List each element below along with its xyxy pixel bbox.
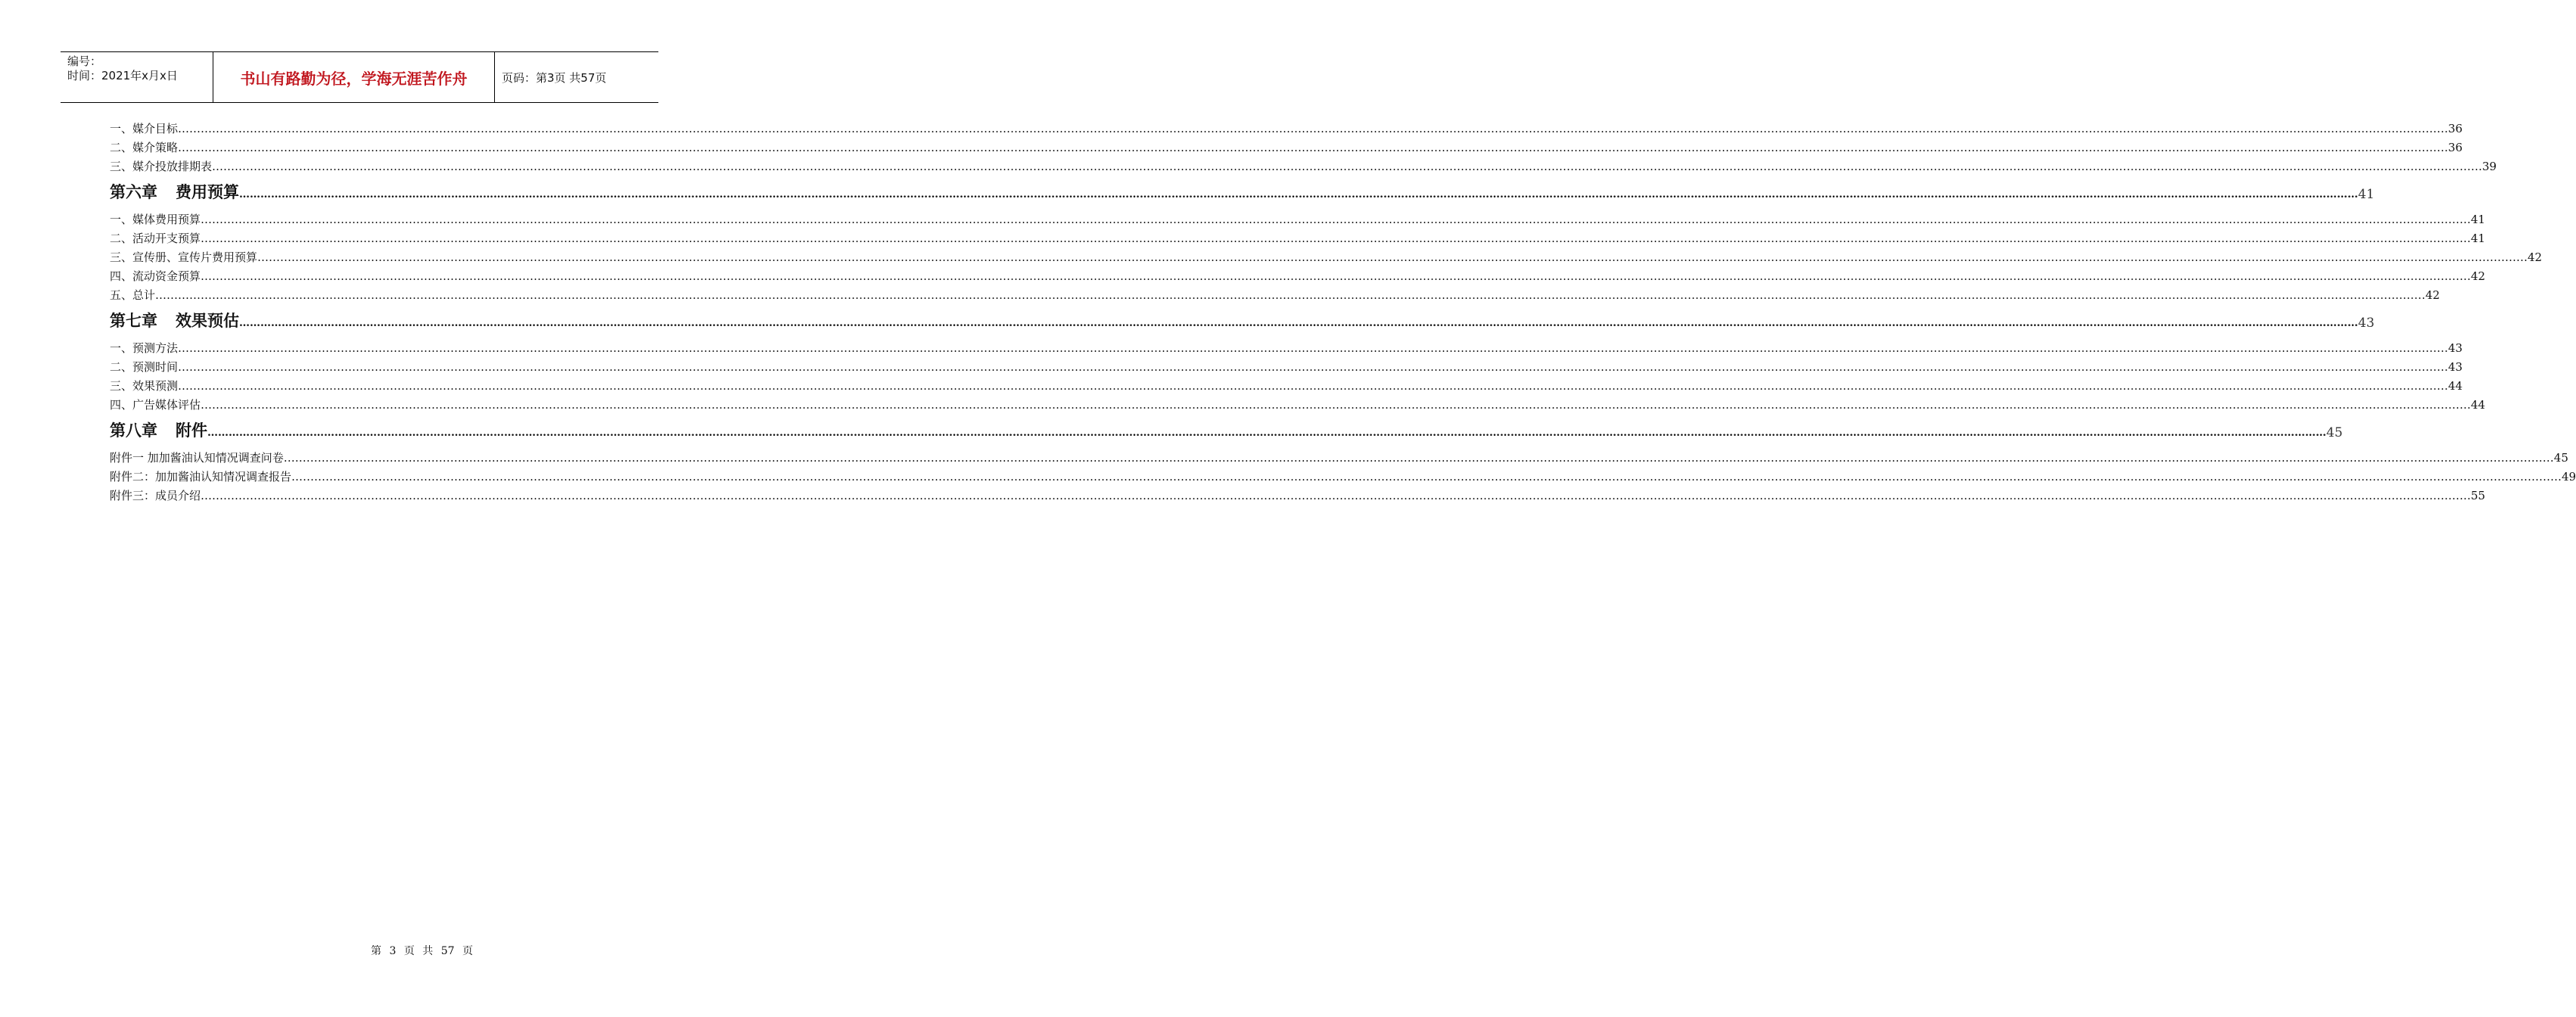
- toc-section-label: 一、预测方法: [110, 341, 179, 355]
- footer-suffix: 页: [462, 945, 473, 957]
- toc-dot-leader: ……………………………………………………………………………………………………………………………………………………………………………………………………………………………………………………………………………………………………………………………………………………………………………………………………………………………………………………………………………………………………………………………………………………: [239, 317, 2358, 329]
- toc-section-entry[interactable]: [110, 396, 2486, 415]
- toc-section-label: 一、媒介目标: [110, 122, 179, 135]
- header-motto: 书山有路勤为径，学海无涯苦作舟: [213, 52, 495, 102]
- toc-dot-leader: ……………………………………………………………………………………………………………………………………………………………………………………………………………………………………………………………………………………………………………………………………………………………………………………………………………………………………………………………………………………………………………………………………………………: [201, 213, 2472, 226]
- toc-dot-leader: ……………………………………………………………………………………………………………………………………………………………………………………………………………………………………………………………………………………………………………………………………………………………………………………………………………………………………………………………………………………………………………………………………………………: [178, 341, 2449, 355]
- toc-section-entry[interactable]: [110, 339, 2463, 358]
- toc-page-number: 45: [2326, 425, 2343, 440]
- toc-section-label: 四、流动资金预算: [110, 269, 201, 283]
- toc-chapter-entry[interactable]: [110, 177, 2375, 207]
- footer-total-pages: 57: [440, 945, 455, 957]
- toc-page-number: 41: [2471, 213, 2486, 226]
- toc-dot-leader: ……………………………………………………………………………………………………………………………………………………………………………………………………………………………………………………………………………………………………………………………………………………………………………………………………………………………………………………………………………………………………………………………………………………: [178, 379, 2449, 393]
- toc-page-number: 42: [2471, 269, 2486, 283]
- footer-mid1: 页: [403, 945, 415, 957]
- toc-section-label: 三、宣传册、宣传片费用预算: [110, 250, 258, 264]
- toc-page-number: 41: [2471, 232, 2486, 245]
- toc-section-label: 附件二：加加酱油认知情况调查报告: [110, 470, 292, 484]
- toc-section-entry[interactable]: [110, 286, 2441, 305]
- toc-dot-leader: ……………………………………………………………………………………………………………………………………………………………………………………………………………………………………………………………………………………………………………………………………………………………………………………………………………………………………………………………………………………………………………………………………………………: [239, 188, 2358, 201]
- toc-page-number: 42: [2425, 288, 2441, 302]
- toc-page-number: 42: [2528, 250, 2543, 264]
- toc-page-number: 43: [2448, 341, 2463, 355]
- toc-dot-leader: ……………………………………………………………………………………………………………………………………………………………………………………………………………………………………………………………………………………………………………………………………………………………………………………………………………………………………………………………………………………………………………………………………………………: [178, 122, 2449, 135]
- toc-section-label: 二、预测时间: [110, 360, 179, 374]
- header-page-info: 页码：第3页 共57页: [502, 70, 607, 85]
- toc-dot-leader: ……………………………………………………………………………………………………………………………………………………………………………………………………………………………………………………………………………………………………………………………………………………………………………………………………………………………………………………………………………………………………………………………………………………: [291, 470, 2562, 484]
- toc-section-label: 四、广告媒体评估: [110, 398, 201, 412]
- toc-section-entry[interactable]: [110, 120, 2463, 138]
- toc-dot-leader: ……………………………………………………………………………………………………………………………………………………………………………………………………………………………………………………………………………………………………………………………………………………………………………………………………………………………………………………………………………………………………………………………………………………: [201, 232, 2472, 245]
- toc-dot-leader: ……………………………………………………………………………………………………………………………………………………………………………………………………………………………………………………………………………………………………………………………………………………………………………………………………………………………………………………………………………………………………………………………………………………: [257, 250, 2528, 264]
- toc-chapter-label: [110, 415, 207, 446]
- toc-chapter-label: [110, 177, 239, 207]
- toc-section-entry[interactable]: [110, 138, 2463, 157]
- toc-dot-leader: ……………………………………………………………………………………………………………………………………………………………………………………………………………………………………………………………………………………………………………………………………………………………………………………………………………………………………………………………………………………………………………………………………………………: [178, 141, 2449, 154]
- header-number-label: 编号：: [67, 54, 102, 68]
- toc-chapter-entry[interactable]: [110, 306, 2375, 336]
- toc-chapter-number: 第七章: [110, 311, 157, 330]
- toc-chapter-title: 附件: [176, 421, 207, 440]
- toc-page-number: 43: [2448, 360, 2463, 374]
- footer-prefix: 第: [370, 945, 381, 957]
- toc-section-label: 一、媒体费用预算: [110, 213, 201, 226]
- toc-section-entry[interactable]: [110, 210, 2486, 229]
- toc-dot-leader: ……………………………………………………………………………………………………………………………………………………………………………………………………………………………………………………………………………………………………………………………………………………………………………………………………………………………………………………………………………………………………………………………………………………: [283, 451, 2554, 465]
- toc-chapter-entry[interactable]: [110, 415, 2343, 446]
- footer-current-page: 3: [389, 945, 397, 957]
- toc-section-entry[interactable]: [110, 487, 2486, 505]
- toc-dot-leader: ……………………………………………………………………………………………………………………………………………………………………………………………………………………………………………………………………………………………………………………………………………………………………………………………………………………………………………………………………………………………………………………………………………………: [201, 489, 2472, 502]
- toc-dot-leader: ……………………………………………………………………………………………………………………………………………………………………………………………………………………………………………………………………………………………………………………………………………………………………………………………………………………………………………………………………………………………………………………………………………………: [201, 269, 2472, 283]
- footer-mid2: 共: [422, 945, 434, 957]
- toc-chapter-number: 第八章: [110, 421, 157, 440]
- page-footer: [0, 943, 719, 958]
- toc-chapter-title: 效果预估: [176, 311, 239, 330]
- toc-page-number: 44: [2471, 398, 2486, 412]
- toc-section-label: 附件三：成员介绍: [110, 489, 201, 502]
- toc-dot-leader: ……………………………………………………………………………………………………………………………………………………………………………………………………………………………………………………………………………………………………………………………………………………………………………………………………………………………………………………………………………………………………………………………………………………: [212, 160, 2483, 173]
- toc-section-label: 二、媒介策略: [110, 141, 179, 154]
- toc-section-entry[interactable]: [110, 377, 2463, 396]
- header-meta: [61, 52, 213, 102]
- toc-page-number: 55: [2471, 489, 2486, 502]
- toc-section-label: 二、活动开支预算: [110, 232, 201, 245]
- toc-dot-leader: ……………………………………………………………………………………………………………………………………………………………………………………………………………………………………………………………………………………………………………………………………………………………………………………………………………………………………………………………………………………………………………………………………………………: [201, 398, 2472, 412]
- toc-section-entry[interactable]: [110, 267, 2486, 286]
- toc-section-label: 三、效果预测: [110, 379, 179, 393]
- toc-page-number: 43: [2358, 316, 2375, 331]
- toc-chapter-label: [110, 306, 239, 336]
- toc-section-label: 五、总计: [110, 288, 156, 302]
- toc-section-entry[interactable]: [110, 468, 2576, 487]
- toc-section-label: 三、媒介投放排期表: [110, 160, 213, 173]
- toc-section-entry[interactable]: [110, 248, 2543, 267]
- toc-page-number: 36: [2448, 122, 2463, 135]
- toc-page-number: 45: [2553, 451, 2568, 465]
- toc-page-number: 44: [2448, 379, 2463, 393]
- toc-chapter-number: 第六章: [110, 182, 157, 201]
- toc-page-number: 49: [2562, 470, 2576, 484]
- toc-dot-leader: ……………………………………………………………………………………………………………………………………………………………………………………………………………………………………………………………………………………………………………………………………………………………………………………………………………………………………………………………………………………………………………………………………………………: [155, 288, 2426, 302]
- toc-page-number: 39: [2482, 160, 2497, 173]
- header-time-label: 时间：2021年x月x日: [67, 69, 178, 82]
- page-header: [61, 51, 658, 103]
- toc-chapter-title: 费用预算: [176, 182, 239, 201]
- toc-dot-leader: ……………………………………………………………………………………………………………………………………………………………………………………………………………………………………………………………………………………………………………………………………………………………………………………………………………………………………………………………………………………………………………………………………………………: [178, 360, 2449, 374]
- table-of-contents: [110, 120, 2576, 505]
- toc-page-number: 36: [2448, 141, 2463, 154]
- toc-section-label: 附件一 加加酱油认知情况调查问卷: [110, 451, 284, 465]
- toc-section-entry[interactable]: [110, 157, 2497, 176]
- toc-section-entry[interactable]: [110, 358, 2463, 377]
- toc-section-entry[interactable]: [110, 449, 2568, 468]
- toc-section-entry[interactable]: [110, 229, 2486, 248]
- toc-dot-leader: ……………………………………………………………………………………………………………………………………………………………………………………………………………………………………………………………………………………………………………………………………………………………………………………………………………………………………………………………………………………………………………………………………………………: [207, 427, 2326, 439]
- toc-page-number: 41: [2358, 187, 2375, 202]
